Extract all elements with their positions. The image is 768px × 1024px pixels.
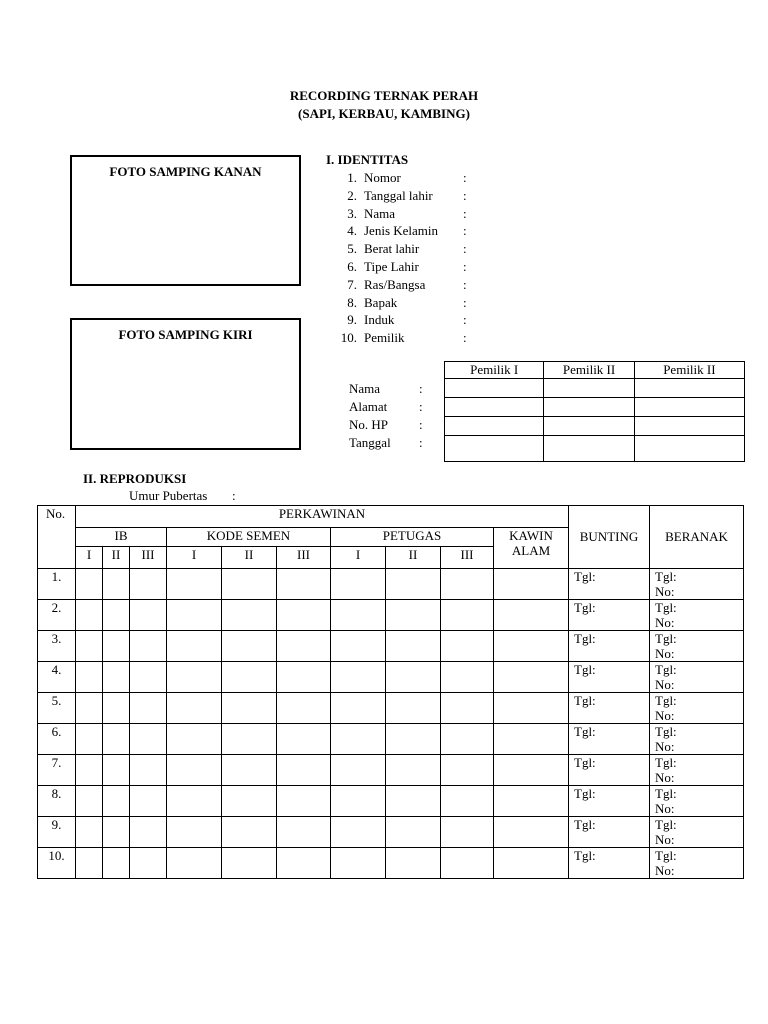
row-number: 2.	[38, 600, 76, 631]
entry-cell[interactable]	[130, 631, 167, 662]
entry-cell[interactable]	[103, 786, 130, 817]
entry-cell[interactable]	[494, 693, 569, 724]
entry-cell[interactable]	[386, 786, 441, 817]
entry-cell[interactable]	[441, 755, 494, 786]
entry-cell[interactable]	[441, 724, 494, 755]
umur-pubertas-colon: :	[232, 488, 236, 503]
table-row	[38, 631, 744, 662]
entry-cell[interactable]	[167, 848, 222, 879]
identitas-item-colon: :	[463, 330, 467, 346]
entry-cell[interactable]	[76, 724, 103, 755]
row-number: 3.	[38, 631, 76, 662]
entry-cell[interactable]	[386, 600, 441, 631]
entry-cell[interactable]	[222, 631, 277, 662]
entry-cell[interactable]	[441, 786, 494, 817]
identitas-item-number: 3.	[347, 205, 357, 221]
row-number: 10.	[38, 848, 76, 879]
entry-cell[interactable]	[277, 724, 331, 755]
bunting-cell[interactable]	[569, 693, 650, 724]
entry-cell[interactable]	[167, 662, 222, 693]
entry-cell[interactable]	[167, 724, 222, 755]
row-number: 1.	[38, 569, 76, 600]
entry-cell[interactable]	[222, 817, 277, 848]
identitas-item-number: 6.	[347, 259, 357, 274]
entry-cell[interactable]	[331, 724, 386, 755]
identitas-item	[337, 170, 477, 188]
owner-row-label: Tanggal	[349, 435, 391, 450]
entry-cell[interactable]	[331, 569, 386, 600]
entry-cell[interactable]	[386, 848, 441, 879]
identitas-item-colon: :	[463, 294, 467, 310]
bunting-cell[interactable]	[569, 817, 650, 848]
bunting-tgl-label: Tgl:	[574, 724, 596, 739]
entry-cell[interactable]	[222, 693, 277, 724]
owner-row-colon: :	[419, 399, 423, 414]
identitas-item-number: 5.	[347, 241, 357, 257]
page-subtitle: (SAPI, KERBAU, KAMBING)	[298, 106, 470, 121]
entry-cell[interactable]	[441, 817, 494, 848]
entry-cell[interactable]	[441, 631, 494, 662]
entry-cell[interactable]	[76, 693, 103, 724]
identitas-title: I. IDENTITAS	[326, 152, 409, 167]
identitas-item-label: Bapak	[364, 294, 398, 310]
entry-cell[interactable]	[103, 631, 130, 662]
entry-cell[interactable]	[386, 569, 441, 600]
owner-cell[interactable]	[634, 379, 744, 398]
entry-cell[interactable]	[331, 786, 386, 817]
identitas-item-label: Induk	[364, 312, 395, 328]
identitas-item	[337, 330, 477, 348]
identitas-item-label: Nama	[364, 205, 396, 221]
entry-cell[interactable]	[167, 786, 222, 817]
entry-cell[interactable]	[277, 631, 331, 662]
entry-cell[interactable]	[103, 569, 130, 600]
beranak-cell[interactable]	[650, 600, 744, 631]
beranak-cell[interactable]	[650, 569, 744, 600]
entry-cell[interactable]	[277, 600, 331, 631]
entry-cell[interactable]	[167, 569, 222, 600]
beranak-no-label: No:	[655, 677, 675, 692]
beranak-no-label: No:	[655, 801, 675, 816]
entry-cell[interactable]	[222, 569, 277, 600]
bunting-tgl-label: Tgl:	[574, 848, 596, 863]
identitas-item-label: Tanggal lahir	[364, 187, 433, 203]
entry-cell[interactable]	[331, 600, 386, 631]
owner-cell[interactable]	[544, 398, 634, 417]
bunting-tgl-label: Tgl:	[574, 569, 596, 584]
identitas-item-label: Ras/Bangsa	[364, 276, 426, 292]
beranak-tgl-label: Tgl:	[655, 755, 677, 770]
umur-pubertas-label: Umur Pubertas	[129, 488, 208, 503]
entry-cell[interactable]	[130, 755, 167, 786]
bunting-cell[interactable]	[569, 755, 650, 786]
bunting-tgl-label: Tgl:	[574, 631, 596, 646]
entry-cell[interactable]	[386, 724, 441, 755]
identitas-item	[337, 295, 477, 313]
identitas-item-colon: :	[463, 187, 467, 203]
beranak-cell[interactable]	[650, 786, 744, 817]
beranak-no-label: No:	[655, 646, 675, 661]
beranak-cell[interactable]	[650, 662, 744, 693]
bunting-cell[interactable]	[569, 848, 650, 879]
entry-cell[interactable]	[222, 600, 277, 631]
table-row	[38, 817, 744, 848]
entry-cell[interactable]	[331, 662, 386, 693]
entry-cell[interactable]	[76, 817, 103, 848]
table-row	[38, 569, 744, 600]
entry-cell[interactable]	[222, 848, 277, 879]
owner-cell[interactable]	[445, 417, 544, 436]
bunting-cell[interactable]	[569, 724, 650, 755]
entry-cell[interactable]	[277, 662, 331, 693]
identitas-item-colon: :	[463, 223, 467, 239]
entry-cell[interactable]	[386, 631, 441, 662]
identitas-item-number: 10.	[340, 330, 357, 346]
beranak-cell[interactable]	[650, 693, 744, 724]
beranak-no-label: No:	[655, 863, 675, 878]
entry-cell[interactable]	[386, 662, 441, 693]
entry-cell[interactable]	[76, 600, 103, 631]
entry-cell[interactable]	[494, 848, 569, 879]
entry-cell[interactable]	[277, 786, 331, 817]
identitas-item	[337, 188, 477, 206]
entry-cell[interactable]	[494, 817, 569, 848]
entry-cell[interactable]	[386, 755, 441, 786]
identitas-item-colon: :	[463, 205, 467, 221]
beranak-no-label: No:	[655, 615, 675, 630]
identitas-item-label: Jenis Kelamin	[364, 223, 439, 239]
identitas-item-colon: :	[463, 312, 467, 328]
entry-cell[interactable]	[130, 662, 167, 693]
owner-cell[interactable]	[634, 436, 744, 462]
entry-cell[interactable]	[103, 693, 130, 724]
entry-cell[interactable]	[494, 662, 569, 693]
entry-cell[interactable]	[76, 569, 103, 600]
bunting-cell[interactable]	[569, 786, 650, 817]
entry-cell[interactable]	[222, 724, 277, 755]
identitas-item-label: Berat lahir	[364, 241, 420, 257]
photo-box-left-side	[70, 318, 301, 450]
photo-label-left: FOTO SAMPING KIRI	[118, 327, 253, 342]
identitas-item-colon: :	[463, 170, 467, 185]
header-kode-semen: KODE SEMEN	[167, 528, 331, 547]
entry-cell[interactable]	[103, 817, 130, 848]
entry-cell[interactable]	[277, 569, 331, 600]
header-ib-1: I	[76, 547, 103, 569]
owner-row-label: Alamat	[349, 399, 388, 414]
table-row	[38, 662, 744, 693]
entry-cell[interactable]	[331, 693, 386, 724]
entry-cell[interactable]	[130, 600, 167, 631]
owner-cell[interactable]	[544, 379, 634, 398]
entry-cell[interactable]	[222, 786, 277, 817]
bunting-cell[interactable]	[569, 600, 650, 631]
beranak-no-label: No:	[655, 770, 675, 785]
row-number: 6.	[38, 724, 76, 755]
entry-cell[interactable]	[441, 848, 494, 879]
identitas-item-label: Pemilik	[364, 330, 405, 346]
identitas-list	[337, 170, 487, 350]
entry-cell[interactable]	[494, 569, 569, 600]
bunting-tgl-label: Tgl:	[574, 662, 596, 677]
beranak-no-label: No:	[655, 739, 675, 754]
beranak-tgl-label: Tgl:	[655, 600, 677, 615]
owner-labels	[349, 381, 439, 461]
beranak-cell[interactable]	[650, 631, 744, 662]
identitas-item	[337, 241, 477, 259]
identitas-item-number: 9.	[347, 312, 357, 328]
header-semen-3: III	[277, 547, 331, 569]
row-number: 4.	[38, 662, 76, 693]
beranak-no-label: No:	[655, 584, 675, 599]
photo-label-right: FOTO SAMPING KANAN	[109, 164, 262, 179]
page-title: RECORDING TERNAK PERAH	[289, 88, 479, 103]
table-row	[38, 600, 744, 631]
bunting-cell[interactable]	[569, 631, 650, 662]
owner-row-colon: :	[419, 417, 423, 432]
identitas-item-number: 1.	[347, 170, 357, 185]
bunting-tgl-label: Tgl:	[574, 693, 596, 708]
owner-row-colon: :	[419, 381, 423, 396]
beranak-no-label: No:	[655, 708, 675, 723]
header-ib-2: II	[103, 547, 130, 569]
entry-cell[interactable]	[441, 569, 494, 600]
entry-cell[interactable]	[386, 817, 441, 848]
reproduksi-table	[37, 505, 744, 879]
entry-cell[interactable]	[441, 662, 494, 693]
identitas-item	[337, 312, 477, 330]
identitas-item	[337, 277, 477, 295]
entry-cell[interactable]	[277, 817, 331, 848]
entry-cell[interactable]	[277, 693, 331, 724]
entry-cell[interactable]	[103, 755, 130, 786]
owner-cell[interactable]	[445, 436, 544, 462]
entry-cell[interactable]	[76, 786, 103, 817]
entry-cell[interactable]	[103, 600, 130, 631]
entry-cell[interactable]	[167, 693, 222, 724]
header-bunting: BUNTING	[569, 506, 650, 569]
beranak-tgl-label: Tgl:	[655, 693, 677, 708]
owner-row-label: No. HP	[349, 417, 389, 432]
owner-cell[interactable]	[544, 417, 634, 436]
table-row	[38, 724, 744, 755]
identitas-item-number: 4.	[347, 223, 357, 239]
header-kawin-alam: KAWIN ALAM	[494, 528, 569, 569]
identitas-item	[337, 223, 477, 241]
identitas-item	[337, 259, 477, 277]
owner-header-3: Pemilik II	[634, 362, 744, 379]
entry-cell[interactable]	[222, 755, 277, 786]
beranak-tgl-label: Tgl:	[655, 817, 677, 832]
header-perkawinan: PERKAWINAN	[76, 506, 569, 528]
entry-cell[interactable]	[76, 662, 103, 693]
row-number: 5.	[38, 693, 76, 724]
entry-cell[interactable]	[331, 755, 386, 786]
beranak-no-label: No:	[655, 832, 675, 847]
bunting-tgl-label: Tgl:	[574, 817, 596, 832]
identitas-item-colon: :	[463, 241, 467, 257]
entry-cell[interactable]	[167, 817, 222, 848]
owner-cell[interactable]	[445, 379, 544, 398]
beranak-cell[interactable]	[650, 848, 744, 879]
table-row	[38, 786, 744, 817]
entry-cell[interactable]	[103, 662, 130, 693]
entry-cell[interactable]	[494, 631, 569, 662]
identitas-item	[337, 206, 477, 224]
owner-row-colon: :	[419, 435, 423, 450]
row-number: 9.	[38, 817, 76, 848]
entry-cell[interactable]	[76, 755, 103, 786]
bunting-tgl-label: Tgl:	[574, 786, 596, 801]
entry-cell[interactable]	[130, 569, 167, 600]
beranak-tgl-label: Tgl:	[655, 569, 677, 584]
header-beranak: BERANAK	[650, 506, 744, 569]
table-row	[38, 693, 744, 724]
identitas-item-number: 7.	[347, 276, 357, 292]
owner-table	[444, 361, 745, 462]
entry-cell[interactable]	[103, 724, 130, 755]
entry-cell[interactable]	[130, 817, 167, 848]
header-petugas-2: II	[386, 547, 441, 569]
owner-row-label: Nama	[349, 381, 381, 396]
header-petugas-1: I	[331, 547, 386, 569]
owner-cell[interactable]	[634, 417, 744, 436]
beranak-tgl-label: Tgl:	[655, 724, 677, 739]
beranak-cell[interactable]	[650, 755, 744, 786]
entry-cell[interactable]	[130, 786, 167, 817]
entry-cell[interactable]	[494, 786, 569, 817]
identitas-item-number: 2.	[347, 187, 357, 203]
beranak-tgl-label: Tgl:	[655, 631, 677, 646]
entry-cell[interactable]	[494, 600, 569, 631]
entry-cell[interactable]	[167, 631, 222, 662]
bunting-tgl-label: Tgl:	[574, 755, 596, 770]
row-number: 7.	[38, 755, 76, 786]
entry-cell[interactable]	[222, 662, 277, 693]
identitas-item-label: Nomor	[364, 170, 401, 185]
entry-cell[interactable]	[494, 724, 569, 755]
header-ib-3: III	[130, 547, 167, 569]
beranak-cell[interactable]	[650, 724, 744, 755]
entry-cell[interactable]	[331, 631, 386, 662]
owner-cell[interactable]	[544, 436, 634, 462]
beranak-tgl-label: Tgl:	[655, 848, 677, 863]
beranak-tgl-label: Tgl:	[655, 786, 677, 801]
header-petugas: PETUGAS	[331, 528, 494, 547]
row-number: 8.	[38, 786, 76, 817]
bunting-cell[interactable]	[569, 569, 650, 600]
reproduksi-title: II. REPRODUKSI	[83, 471, 187, 486]
owner-header-2: Pemilik II	[544, 362, 634, 379]
entry-cell[interactable]	[494, 755, 569, 786]
identitas-item-number: 8.	[347, 294, 357, 310]
bunting-tgl-label: Tgl:	[574, 600, 596, 615]
entry-cell[interactable]	[441, 693, 494, 724]
table-row	[38, 848, 744, 879]
entry-cell[interactable]	[130, 724, 167, 755]
header-petugas-3: III	[441, 547, 494, 569]
owner-cell[interactable]	[445, 398, 544, 417]
identitas-item-label: Tipe Lahir	[364, 259, 419, 274]
entry-cell[interactable]	[76, 848, 103, 879]
entry-cell[interactable]	[386, 693, 441, 724]
entry-cell[interactable]	[167, 600, 222, 631]
header-semen-2: II	[222, 547, 277, 569]
identitas-item-colon: :	[463, 276, 467, 292]
beranak-tgl-label: Tgl:	[655, 662, 677, 677]
entry-cell[interactable]	[277, 848, 331, 879]
entry-cell[interactable]	[331, 848, 386, 879]
owner-header-1: Pemilik I	[445, 362, 544, 379]
identitas-item-colon: :	[463, 259, 467, 274]
entry-cell[interactable]	[130, 693, 167, 724]
beranak-cell[interactable]	[650, 817, 744, 848]
header-no: No.	[38, 506, 76, 569]
entry-cell[interactable]	[76, 631, 103, 662]
entry-cell[interactable]	[441, 600, 494, 631]
table-row	[38, 755, 744, 786]
photo-box-right-side	[70, 155, 301, 286]
entry-cell[interactable]	[277, 755, 331, 786]
header-ib: IB	[76, 528, 167, 547]
bunting-cell[interactable]	[569, 662, 650, 693]
entry-cell[interactable]	[103, 848, 130, 879]
owner-cell[interactable]	[634, 398, 744, 417]
header-semen-1: I	[167, 547, 222, 569]
entry-cell[interactable]	[130, 848, 167, 879]
entry-cell[interactable]	[167, 755, 222, 786]
entry-cell[interactable]	[331, 817, 386, 848]
